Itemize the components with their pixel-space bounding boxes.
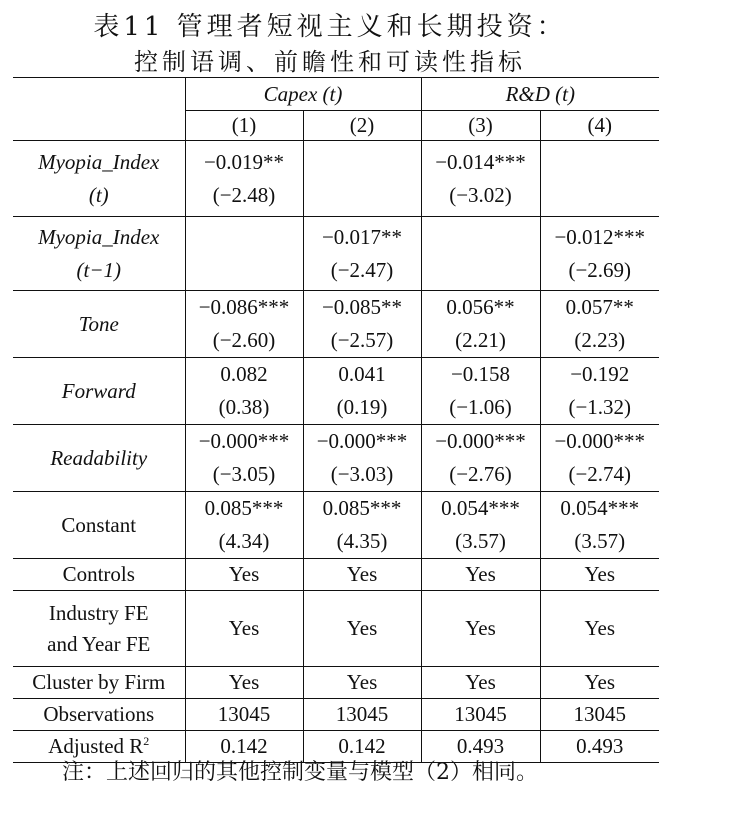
cell	[185, 291, 303, 358]
label-line1: Industry FE	[48, 600, 149, 625]
cell	[303, 217, 421, 291]
cell-empty	[303, 141, 421, 217]
coef: −0.017**	[321, 224, 403, 249]
table-row-tone	[13, 291, 659, 358]
table-row-fe	[13, 591, 659, 667]
row-label	[13, 217, 185, 291]
cell: Yes	[421, 559, 540, 591]
label-line2: (t)	[88, 182, 109, 207]
coef: −0.019**	[203, 149, 285, 174]
cell	[540, 492, 659, 559]
cell-empty	[421, 217, 540, 291]
label-line1: Myopia_Index	[38, 149, 160, 174]
cell: 0.493	[540, 731, 659, 763]
col-3: (3)	[421, 111, 540, 141]
cell: Yes	[185, 667, 303, 699]
cell: Yes	[540, 667, 659, 699]
cell-empty	[185, 217, 303, 291]
table-row-myopia-t1	[13, 217, 659, 291]
cell: 0.142	[303, 731, 421, 763]
cell	[303, 358, 421, 425]
table-row-readability	[13, 425, 659, 492]
table-row-constant	[13, 492, 659, 559]
coef: −0.158	[450, 362, 511, 386]
coef: −0.086***	[198, 295, 290, 319]
cell	[540, 425, 659, 492]
cell: 13045	[421, 699, 540, 731]
tstat: (−2.57)	[330, 328, 394, 352]
tstat: (−2.48)	[212, 182, 276, 207]
col-1: (1)	[185, 111, 303, 141]
cell: 0.142	[185, 731, 303, 763]
tstat: (3.57)	[455, 529, 506, 553]
cell	[303, 492, 421, 559]
tstat: (2.23)	[574, 328, 626, 352]
cell: Yes	[303, 559, 421, 591]
tstat: (4.34)	[218, 529, 270, 553]
cell: Yes	[540, 591, 659, 667]
coef: −0.012***	[554, 224, 646, 249]
cell: Yes	[185, 591, 303, 667]
cell: Yes	[303, 667, 421, 699]
coef: 0.085***	[322, 496, 402, 520]
table-row-myopia-t	[13, 141, 659, 217]
tstat: (−3.03)	[330, 462, 394, 486]
tstat: (−3.02)	[449, 182, 512, 207]
cell: 13045	[540, 699, 659, 731]
cell	[185, 358, 303, 425]
row-label: Cluster by Firm	[32, 670, 166, 694]
header-col-row	[13, 111, 659, 141]
coef: 0.054***	[441, 496, 520, 520]
cell: Yes	[185, 559, 303, 591]
coef: 0.056**	[446, 295, 515, 319]
cell	[185, 141, 303, 217]
cell: Yes	[421, 591, 540, 667]
cell	[185, 492, 303, 559]
coef: −0.085**	[321, 295, 403, 319]
label-line2: and Year FE	[47, 631, 151, 656]
table-row-controls	[13, 559, 659, 591]
cell: Yes	[540, 559, 659, 591]
cell: 13045	[303, 699, 421, 731]
table-row-observations	[13, 699, 659, 731]
row-label: Controls	[62, 562, 135, 586]
coef: 0.054***	[560, 496, 640, 520]
col-2: (2)	[303, 111, 421, 141]
tstat: (0.19)	[336, 395, 388, 419]
coef: −0.000***	[198, 429, 290, 453]
cell	[421, 358, 540, 425]
tstat: (3.57)	[574, 529, 626, 553]
row-label: Observations	[43, 702, 155, 726]
coef: −0.000***	[435, 429, 526, 453]
label-text: Adjusted R	[48, 734, 144, 758]
cell	[421, 141, 540, 217]
tstat: (−1.32)	[568, 395, 632, 419]
coef: 0.082	[220, 362, 268, 386]
cell	[540, 291, 659, 358]
cell	[303, 291, 421, 358]
row-label: Tone	[78, 311, 119, 336]
table-row-forward	[13, 358, 659, 425]
table-row-cluster	[13, 667, 659, 699]
label-line2: (t−1)	[76, 257, 121, 282]
cell	[421, 492, 540, 559]
cell	[303, 425, 421, 492]
label-line1: Myopia_Index	[38, 224, 160, 249]
cell: Yes	[421, 667, 540, 699]
header-capex: Capex (t)	[185, 78, 421, 111]
table-title-line2: 控制语调、前瞻性和可读性指标	[134, 48, 526, 76]
coef: 0.041	[338, 362, 386, 386]
tstat: (2.21)	[455, 328, 506, 352]
cell	[540, 358, 659, 425]
header-empty	[13, 111, 185, 141]
tstat: (−2.69)	[568, 257, 632, 282]
coef: 0.057**	[565, 295, 634, 319]
label-superscript: 2	[143, 734, 150, 748]
coef: 0.085***	[204, 496, 284, 520]
row-label	[13, 141, 185, 217]
tstat: (−1.06)	[449, 395, 512, 419]
table-note: 注：上述回归的其他控制变量与模型（2）相同。	[62, 760, 538, 785]
tstat: (−2.60)	[212, 328, 276, 352]
tstat: (−3.05)	[212, 462, 276, 486]
tstat: (−2.74)	[568, 462, 632, 486]
cell	[185, 425, 303, 492]
cell: 0.493	[421, 731, 540, 763]
cell	[421, 291, 540, 358]
cell-empty	[540, 141, 659, 217]
cell	[421, 425, 540, 492]
header-rd: R&D (t)	[421, 78, 659, 111]
cell: 13045	[185, 699, 303, 731]
tstat: (4.35)	[336, 529, 388, 553]
cell: Yes	[303, 591, 421, 667]
coef: −0.192	[570, 362, 630, 386]
row-label: Readability	[50, 445, 148, 470]
coef: −0.014***	[435, 149, 526, 174]
table-title-line1: 表11 管理者短视主义和长期投资：	[93, 12, 567, 42]
coef: −0.000***	[554, 429, 646, 453]
coef: −0.000***	[316, 429, 408, 453]
col-4: (4)	[540, 111, 659, 141]
row-label	[13, 591, 185, 667]
row-label: Constant	[61, 512, 137, 537]
row-label: Forward	[61, 378, 136, 403]
regression-table	[13, 77, 659, 763]
header-empty	[13, 78, 185, 111]
tstat: (0.38)	[218, 395, 270, 419]
tstat: (−2.47)	[330, 257, 394, 282]
header-group-row	[13, 78, 659, 111]
cell	[540, 217, 659, 291]
tstat: (−2.76)	[449, 462, 512, 486]
